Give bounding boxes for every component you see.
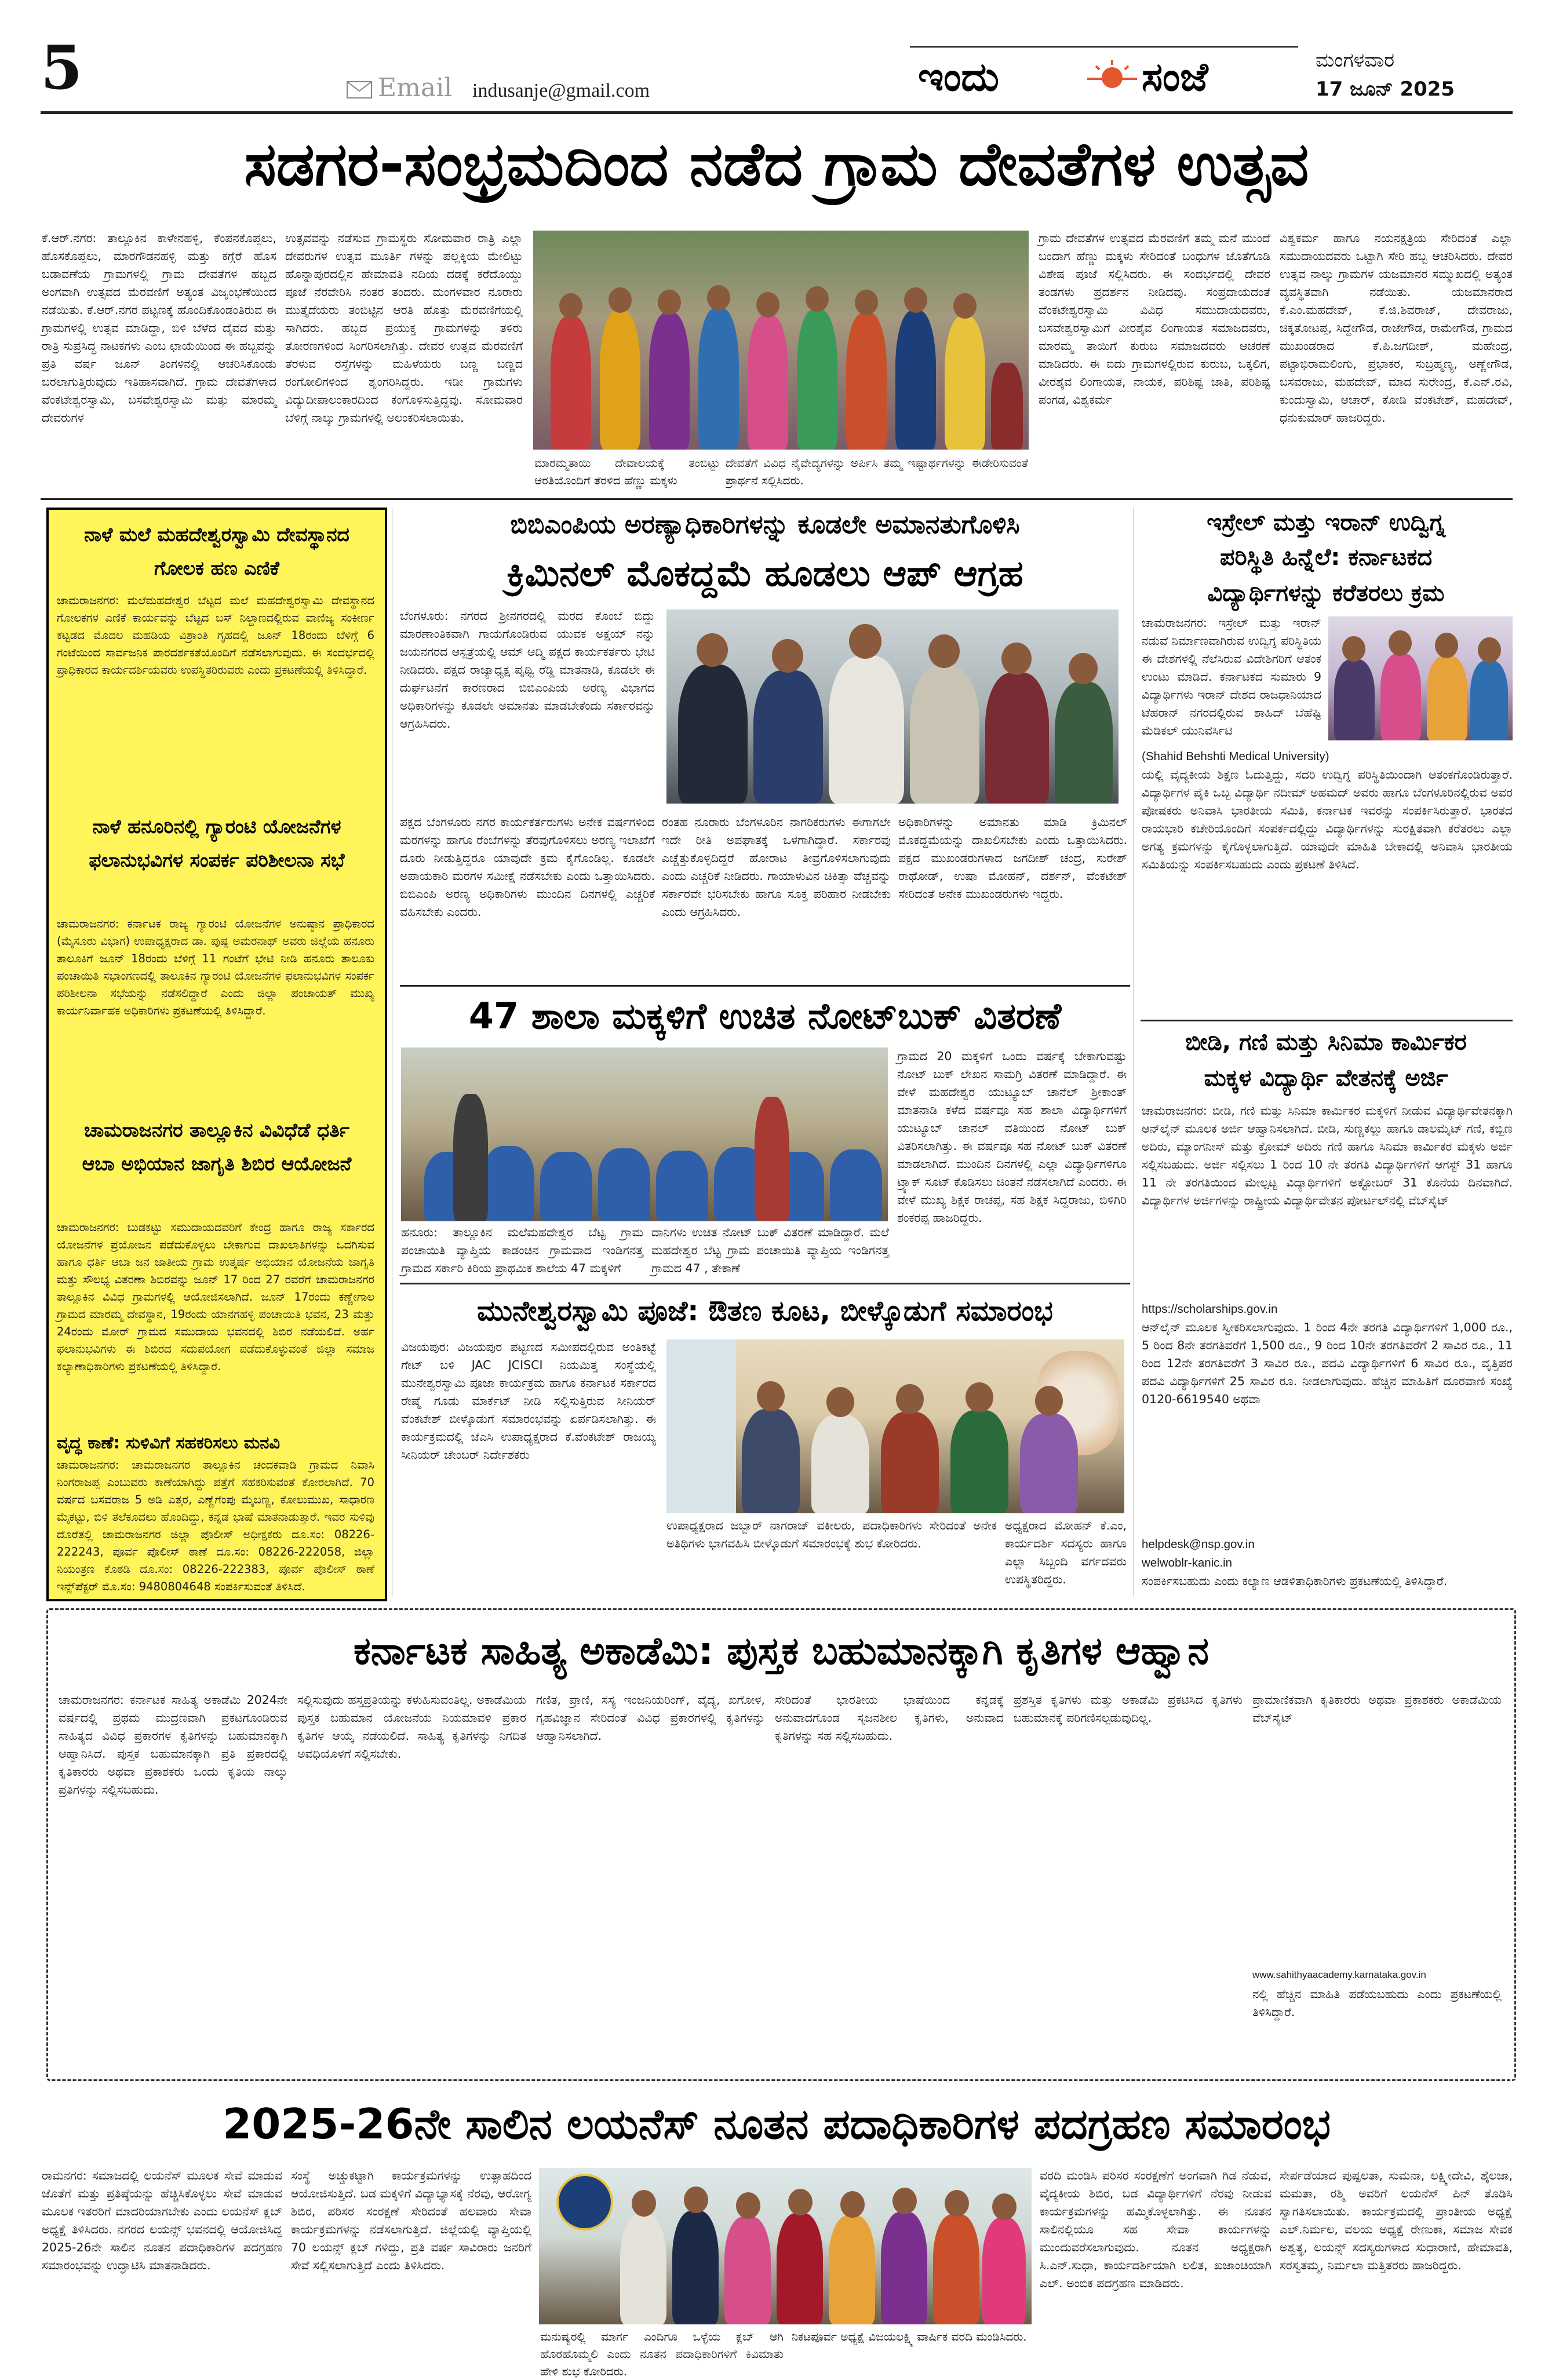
yellow-news-box — [46, 508, 387, 1601]
yellow-s3-title: ಚಾಮರಾಜನಗರ ತಾಲ್ಲೂಕಿನ ವಿವಿಧೆಡೆ ಧರ್ತಿ ಆಬಾ ಅಭಿಯಾನ ಜಾಗೃತಿ ಶಿಬಿರ ಆಯೋಜನೆ — [82, 1119, 352, 1175]
lead-col-1: ಕೆ.ಆರ್.ನಗರ: ತಾಲ್ಲೂಕಿನ ಕಾಳೇನಹಳ್ಳಿ, ಕೆಂಪನಕೊಪ್ಪಲು, ಹೊಸಕೊಪ್ಪಲು, ಮಾರಗೌಡನಹಳ್ಳಿ ಮತ್ತು ಕಗ್ಗೆರೆ ಹೊಸ ಬಡಾವಣೆಯ ಗ್ರಾಮಗಳಲ್ಲಿ ಗ್ರಾಮ ದೇವತೆಗಳ ಹಬ್ಬದ ಅಂಗವಾಗಿ ಉತ್ಸವದ ಮೆರವಣಿಗೆ ಅತ್ಯಂತ ವಿಜೃಂಭಣೆಯಿಂದ ನಡೆಯಿತು. ಕೆ.ಆರ್.ನಗರ ಪಟ್ಟಣಕ್ಕೆ ಹೊಂದಿಕೊಂಡಂತಿರುವ ಈ ಗ್ರಾಮಗಳಲ್ಲಿ ಉತ್ಸವ ಮಾಡಿದ್ದಾ, ಬಿಳಿ ಬೆಳೆದ ದೈವದ ಮತ್ತು ರಾತ್ರಿ ಸುಪ್ರಸಿದ್ಧ ನಾಟಕಗಳು ಎಂಬ ಛಾಯೆಯಿಂದ ಈ ಹಬ್ಬವನ್ನು ಪ್ರತಿ ವರ್ಷ ಜೂನ್ ತಿಂಗಳಿನಲ್ಲಿ ಆಚರಿಸಿಕೊಂಡು ಬರಲಾಗುತ್ತಿರುವುದು ಇತಿಹಾಸವಾಗಿದೆ. ಗ್ರಾಮ ದೇವತೆಗಳಾದ ವೆಂಕಟೇಶ್ವರಸ್ವಾಮಿ, ಬಸವೇಶ್ವರಸ್ವಾಮಿ ಮತ್ತು ಮಾರಮ್ಮ ದೇವರುಗಳ — [42, 231, 276, 425]
logo-text-left: ಇಂದು — [918, 54, 999, 100]
lions-headline: 2025-26ನೇ ಸಾಲಿನ ಲಯನೆಸ್ ನೂತನ ಪದಾಧಿಕಾರಿಗಳ ಪದಗ್ರಹಣ ಸಮಾರಂಭ — [223, 2100, 1331, 2148]
email-label: Email — [378, 73, 453, 103]
muneshwara-headline: ಮುನೇಶ್ವರಸ್ವಾಮಿ ಪೂಜೆ: ಔತಣ ಕೂಟ, ಬೀಳ್ಕೊಡುಗೆ ಸಮಾರಂಭ — [477, 1295, 1053, 1327]
israel-headline-1: ಇಸ್ರೇಲ್ ಮತ್ತು ಇರಾನ್ ಉದ್ವಿಗ್ನ — [1207, 509, 1445, 536]
section-rule-israel — [1141, 1020, 1513, 1021]
aap-photo — [666, 609, 1119, 804]
notebook-bottom-left: ಹನೂರು: ತಾಲ್ಲೂಕಿನ ಮಲೆಮಹದೇಶ್ವರ ಬೆಟ್ಟ ಗ್ರಾಮ ಪಂಚಾಯಿತಿ ವ್ಯಾಪ್ತಿಯ ಕಾಡಂಚಿನ ಗ್ರಾಮವಾದ ಇಂಡಿಗನತ್ತ ಗ್ರಾಮದ ಸರ್ಕಾರಿ ಕಿರಿಯ ಪ್ರಾಥಮಿಕ ಶಾಲೆಯ 47 ಮಕ್ಕಳಿಗೆ — [401, 1225, 643, 1275]
scholarship-body-3: ಸಂಪರ್ಕಿಸಬಹುದು ಎಂದು ಕಲ್ಯಾಣ ಆಡಳಿತಾಧಿಕಾರಿಗಳು ಪ್ರಕಟಣೆಯಲ್ಲಿ ತಿಳಿಸಿದ್ದಾರೆ. — [1142, 1574, 1448, 1588]
israel-headline-2: ಪರಿಸ್ಥಿತಿ ಹಿನ್ನೆಲೆ: ಕರ್ನಾಟಕದ — [1219, 544, 1433, 571]
lead-caption-continued: ದೇವತೆಗೆ ವಿವಿಧ ನೈವೇದ್ಯಗಳನ್ನು ಅರ್ಪಿಸಿ ತಮ್ಮ ಇಷ್ಟಾರ್ಥಗಳನ್ನು ಈಡೇರಿಸುವಂತೆ ಪ್ರಾರ್ಥನೆ ಸಲ್ಲಿಸಿದರು. — [726, 456, 1028, 487]
lions-photo-caption: ಮನುಷ್ಯರಲ್ಲಿ ಮಾರ್ಗ ಎಂದಿಗೂ ಒಳ್ಳೆಯ ಕ್ಲಬ್ ಆಗಿ ಹೊರಹೊಮ್ಮಲಿ ಎಂದು ನೂತನ ಪದಾಧಿಕಾರಿಗಳಿಗೆ ಕಿವಿಮಾತು ಹೇಳಿ ಶುಭ ಕೋರಿದರು. — [540, 2330, 784, 2378]
israel-body-1: ಚಾಮರಾಜನಗರ: ಇಸ್ರೇಲ್ ಮತ್ತು ಇರಾನ್ ನಡುವೆ ನಿರ್ಮಾಣವಾಗಿರುವ ಉದ್ವಿಗ್ನ ಪರಿಸ್ಥಿತಿಯ ಈ ದೇಶಗಳಲ್ಲಿ ನೆಲೆಸಿರುವ ವಿದೇಶಿಗರಿಗೆ ಆತಂಕ ಉಂಟು ಮಾಡಿದೆ. ಕರ್ನಾಟಕದ ಸುಮಾರು 9 ವಿದ್ಯಾರ್ಥಿಗಳು ಇರಾನ್ ದೇಶದ ರಾಜಧಾನಿಯಾದ ಟೆಹರಾನ್ ನಗರದಲ್ಲಿರುವ ಶಾಹಿದ್ ಬೆಹೆಷ್ಟಿ ಮೆಡಿಕಲ್ ಯುನಿವರ್ಸಿಟಿ — [1142, 616, 1321, 738]
israel-body-2: ಯಲ್ಲಿ ವೈದ್ಯಕೀಯ ಶಿಕ್ಷಣ ಓದುತ್ತಿದ್ದು, ಸದರಿ ಉದ್ವಿಗ್ನ ಪರಿಸ್ಥಿತಿಯಿಂದಾಗಿ ಆತಂಕಗೊಂಡಿರುತ್ತಾರೆ. ವಿದ್ಯಾರ್ಥಿಗಳ ಪೈಕಿ ಒಬ್ಬ ವಿದ್ಯಾರ್ಥಿ ನದೀಮ್ ಅಹಮದ್ ಅವರು ಹಾಗೂ ಬೆಂಗಳೂರಿನಲ್ಲಿರುವ ಅವರ ಪೋಷಕರು ಅನಿವಾಸಿ ಭಾರತೀಯ ಸಮಿತಿ, ಕರ್ನಾಟಕ ಇವರನ್ನು ಸಂಪರ್ಕಿಸಿರುತ್ತಾರೆ. ಭಾರತದ ರಾಯಭಾರಿ ಕಚೇರಿಯೊಂದಿಗೆ ಸಂಪರ್ಕದಲ್ಲಿದ್ದು ವಿದ್ಯಾರ್ಥಿಗಳನ್ನು ಸುರಕ್ಷಿತವಾಗಿ ಕರೆತರಲು ಎಲ್ಲಾ ಅಗತ್ಯ ಕ್ರಮಗಳನ್ನು ಕೈಗೊಳ್ಳಲಾಗುತ್ತಿದೆ. ಯಾವುದೇ ಮಾಹಿತಿ ಬೇಕಾದಲ್ಲಿ ಅನಿವಾಸಿ ಭಾರತೀಯ ಸಮಿತಿಯನ್ನು ಸಂಪರ್ಕಿಸಬಹುದು ಎಂದು ಪ್ರಕಟಣೆ ತಿಳಿಸಿದೆ. — [1142, 768, 1513, 871]
yellow-s2-title: ನಾಳೆ ಹನೂರಿನಲ್ಲಿ ಗ್ಯಾರಂಟಿ ಯೋಜನೆಗಳ ಫಲಾನುಭವಿಗಳ ಸಂಪರ್ಕ ಪರಿಶೀಲನಾ ಸಭೆ — [89, 815, 345, 871]
akademi-col-5: ಪ್ರಶಸ್ತಿತ ಕೃತಿಗಳು ಮತ್ತು ಅಕಾಡೆಮಿ ಪ್ರಕಟಿಸಿದ ಕೃತಿಗಳು ಬಹುಮಾನಕ್ಕೆ ಪರಿಗಣಿಸಲ್ಪಡುವುದಿಲ್ಲ. — [1014, 1693, 1243, 1725]
israel-university: (Shahid Behshti Medical University) — [1142, 750, 1329, 763]
aap-headline-2: ಕ್ರಿಮಿನಲ್ ಮೊಕದ್ದಮೆ ಹೂಡಲು ಆಪ್ ಆಗ್ರಹ — [507, 552, 1023, 594]
akademi-col-3: ಗಣಿತ, ಪ್ರಾಣಿ, ಸಸ್ಯ ಇಂಜನಿಯರಿಂಗ್, ವೈದ್ಯ, ಖಗೋಳ, ಗೃಹವಿಜ್ಞಾನ ಸೇರಿದಂತೆ ವಿವಿಧ ಪ್ರಕಾರಗಳಲ್ಲಿ ಕೃತಿಗಳನ್ನು ಆಹ್ವಾನಿಸಲಾಗಿದೆ. — [536, 1693, 765, 1743]
lead-col-4: ಗ್ರಾಮ ದೇವತೆಗಳ ಉತ್ಸವದ ಮೆರವಣಿಗೆ ತಮ್ಮ ಮನೆ ಮುಂದೆ ಬಂದಾಗ ಹೆಣ್ಣು ಮಕ್ಕಳು ಸೇರಿದಂತೆ ಬಂಧುಗಳ ಜೊತೆಗೂಡಿ ವಿಶೇಷ ಪೂಜೆ ಸಲ್ಲಿಸಿದರು. ಈ ಸಂದರ್ಭದಲ್ಲಿ ದೇವರ ತಂಡಗಳು ಪ್ರದರ್ಶನ ನೀಡಿದವು. ಸಂಪ್ರದಾಯದಂತೆ ವೆಂಕಟೇಶ್ವರಸ್ವಾಮಿ ವಿವಿಧ ಸಮುದಾಯದವರು, ಬಸವೇಶ್ವರಸ್ವಾಮಿಗೆ ವೀರಶೈವ ಲಿಂಗಾಯತ ಸಮಾಜದವರು, ಮಾರಮ್ಮ ತಾಯಿಗೆ ಕುರುಬ ಸಮಾಜದವರು ಆಚರಣೆ ಮಾಡಿದರು. ಈ ಐದು ಗ್ರಾಮಗಳಲ್ಲಿರುವ ಕುರುಬ, ಒಕ್ಕಲಿಗ, ವೀರಶೈವ ಲಿಂಗಾಯತ, ನಾಯಕ, ಪರಿಶಿಷ್ಟ ಜಾತಿ, ಪರಿಶಿಷ್ಟ ಪಂಗಡ, ವಿಶ್ವಕರ್ಮ — [1039, 231, 1270, 407]
lions-col-5: ಸೇರ್ಪಡೆಯಾದ ಪುಷ್ಪಲತಾ, ಸುಮನಾ, ಲಕ್ಷ್ಮೀದೇವಿ, ಶೈಲಜಾ, ಮಮತಾ, ರಶ್ಮಿ ಅವರಿಗೆ ಲಯನೆಸ್ ಪಿನ್ ತೊಡಿಸಿ ಸ್ವಾಗತಿಸಲಾಯಿತು. ಕಾರ್ಯಕ್ರಮದಲ್ಲಿ ಪ್ರಾಂತೀಯ ಅಧ್ಯಕ್ಷೆ ಎಲ್.ನಿರ್ಮಲ, ವಲಯ ಅಧ್ಯಕ್ಷೆ ರೇಣುಕಾ, ಸಮಾಜ ಸೇವಕ ಅಶ್ವತ್ಥ, ಲಯನ್ಸ್ ಸದಸ್ಯರುಗಳಾದ ಸುಧಾರಾಣಿ, ಹೇಮಾವತಿ, ಸರಸ್ವತಮ್ಮ, ನಿರ್ಮಲಾ ಮತ್ತಿತರರು ಹಾಜರಿದ್ದರು. — [1280, 2169, 1513, 2272]
yellow-s2-body: ಚಾಮರಾಜನಗರ: ಕರ್ನಾಟಕ ರಾಜ್ಯ ಗ್ಯಾರಂಟಿ ಯೋಜನೆಗಳ ಅನುಷ್ಠಾನ ಪ್ರಾಧಿಕಾರದ (ಮೈಸೂರು ವಿಭಾಗ) ಉಪಾಧ್ಯಕ್ಷರಾದ ಡಾ. ಪುಷ್ಪ ಅಮರನಾಥ್ ಅವರು ಜಿಲ್ಲೆಯ ಹನೂರು ತಾಲೂಕಿಗೆ ಜೂನ್ 18ರಂದು ಬೆಳಿಗ್ಗೆ 11 ಗಂಟೆಗೆ ಭೇಟಿ ನೀಡಿ ಹನೂರು ತಾಲೂಕು ಪಂಚಾಯಿತಿ ಸಭಾಂಗಣದಲ್ಲಿ ತಾಲೂಕಿನ ಗ್ಯಾರಂಟಿ ಯೋಜನೆಗಳ ಫಲಾನುಭವಿಗಳ ಸಂಪರ್ಕ ಪರಿಶೀಲನಾ ಸಭೆಯನ್ನು ನಡೆಸಲಿದ್ದಾರೆ ಎಂದು ಜಿಲ್ಲಾ ಪಂಚಾಯತ್ ಮುಖ್ಯ ಕಾರ್ಯನಿರ್ವಾಹಕ ಅಧಿಕಾರಿಗಳು ಪ್ರಕಟಣೆಯಲ್ಲಿ ತಿಳಿಸಿದ್ದಾರೆ. — [57, 917, 374, 1017]
lions-col-1: ರಾಮನಗರ: ಸಮಾಜದಲ್ಲಿ ಲಯನೆಸ್ ಮೂಲಕ ಸೇವೆ ಮಾಡುವ ಜೊತೆಗೆ ಮತ್ತು ಪ್ರತಿಷ್ಠೆಯನ್ನು ಹೆಚ್ಚಿಸಿಕೊಳ್ಳಲು ಸೇವೆ ಮಾಡುವ ಮೂಲಕ ಇತರರಿಗೆ ಮಾದರಿಯಾಗಬೇಕು ಎಂದು ಲಯನೆಸ್ ಕ್ಲಬ್ ಅಧ್ಯಕ್ಷೆ ತಿಳಿಸಿದರು. ನಗರದ ಲಯನ್ಸ್ ಭವನದಲ್ಲಿ ಆಯೋಜಿಸಿದ್ದ 2025-26ನೇ ಸಾಲಿನ ನೂತನ ಪದಾಧಿಕಾರಿಗಳ ಪದಗ್ರಹಣ ಸಮಾರಂಭವನ್ನು ಉದ್ಘಾಟಿಸಿ ಮಾತನಾಡಿದರು. — [42, 2169, 282, 2272]
lead-photo-caption: ಮಾರಮ್ಮತಾಯಿ ದೇವಾಲಯಕ್ಕೆ ತಂಬಿಟ್ಟು ಆರತಿಯೊಂದಿಗೆ ತೆರಳಿದ ಹೆಣ್ಣು ಮಕ್ಕಳು — [534, 456, 720, 487]
lions-col-2: ಸಂಸ್ಥೆ ಅಚ್ಚುಕಟ್ಟಾಗಿ ಕಾರ್ಯಕ್ರಮಗಳನ್ನು ಉತ್ಸಾಹದಿಂದ ಆಯೋಜಿಸುತ್ತಿದೆ. ಬಡ ಮಕ್ಕಳಿಗೆ ವಿದ್ಯಾಭ್ಯಾಸಕ್ಕೆ ನೆರವು, ಆರೋಗ್ಯ ಶಿಬಿರ, ಪರಿಸರ ಸಂರಕ್ಷಣೆ ಸೇರಿದಂತೆ ಹಲವಾರು ಸೇವಾ ಕಾರ್ಯಕ್ರಮಗಳನ್ನು ನಡೆಸಲಾಗುತ್ತಿದೆ. ಜಿಲ್ಲೆಯಲ್ಲಿ ವ್ಯಾಪ್ತಿಯಲ್ಲಿ 70 ಲಯನ್ಸ್ ಕ್ಲಬ್ ಗಳಿದ್ದು, ಪ್ರತಿ ವರ್ಷ ಸಾವಿರಾರು ಜನರಿಗೆ ಸೇವೆ ಸಲ್ಲಿಸಲಾಗುತ್ತಿದೆ ಎಂದು ತಿಳಿಸಿದರು. — [291, 2169, 531, 2272]
aap-col-4: ಅಧಿಕಾರಿಗಳನ್ನು ಅಮಾನತು ಮಾಡಿ ಕ್ರಿಮಿನಲ್ ಮೊಕದ್ದಮೆಯನ್ನು ದಾಖಲಿಸಬೇಕು ಎಂದು ಒತ್ತಾಯಿಸಿದರು. ಪಕ್ಷದ ಮುಖಂಡರುಗಳಾದ ಜಗದೀಶ್ ಚಂದ್ರ, ಸುರೇಶ್ ರಾಥೋಡ್, ಉಷಾ ಮೋಹನ್, ದರ್ಶನ್, ವೆಂಕಟೇಶ್ ಸೇರಿದಂತೆ ಅನೇಕ ಮುಖಂಡರುಗಳು ಇದ್ದರು. — [898, 815, 1127, 901]
scholarship-body: ಚಾಮರಾಜನಗರ: ಬೀಡಿ, ಗಣಿ ಮತ್ತು ಸಿನಿಮಾ ಕಾರ್ಮಿಕರ ಮಕ್ಕಳಿಗೆ ನೀಡುವ ವಿದ್ಯಾರ್ಥಿವೇತನಕ್ಕಾಗಿ ಆನ್‌ಲೈನ್ ಮೂಲಕ ಅರ್ಜಿ ಆಹ್ವಾನಿಸಲಾಗಿದೆ. ಬೀಡಿ, ಸುಣ್ಣಕಲ್ಲು ಹಾಗೂ ಡಾಲಮೈಟ್ ಗಣಿ, ಕಬ್ಬಿಣ ಅದಿರು, ಮ್ಯಾಂಗನೀಸ್ ಮತ್ತು ಕ್ರೋಮ್ ಅದಿರು ಗಣಿ ಹಾಗೂ ಸಿನಿಮಾ ಕಾರ್ಮಿಕರ ಮಕ್ಕಳು ಅರ್ಜಿ ಸಲ್ಲಿಸಬಹುದು. ಅರ್ಜಿ ಸಲ್ಲಿಸಲು 1 ರಿಂದ 10 ನೇ ತರಗತಿ ವಿದ್ಯಾರ್ಥಿಗಳಿಗೆ ಆಗಸ್ಟ್ 31 ಹಾಗೂ 11 ನೇ ತರಗತಿಯಿಂದ ಮೇಲ್ಪಟ್ಟ ವಿದ್ಯಾರ್ಥಿಗಳಿಗೆ ಅಕ್ಟೋಬರ್ 31 ಕೊನೆಯ ದಿನವಾಗಿದೆ. ವಿದ್ಯಾರ್ಥಿಗಳ ಅರ್ಜಿಗಳನ್ನು ರಾಷ್ಟ್ರೀಯ ವಿದ್ಯಾರ್ಥಿವೇತನ ಪೋರ್ಟಲ್‌ನಲ್ಲಿ ವೆಬ್‌ಸೈಟ್ — [1142, 1104, 1513, 1207]
section-rule-1 — [41, 498, 1513, 500]
lead-photo-procession — [533, 231, 1029, 450]
lions-photo — [539, 2168, 1032, 2324]
scholarship-headline-1: ಬೀಡಿ, ಗಣಿ ಮತ್ತು ಸಿನಿಮಾ ಕಾರ್ಮಿಕರ — [1185, 1029, 1467, 1056]
notebook-photo — [401, 1047, 888, 1221]
israel-headline-3: ವಿದ್ಯಾರ್ಥಿಗಳನ್ನು ಕರೆತರಲು ಕ್ರಮ — [1207, 580, 1445, 607]
akademi-headline: ಕರ್ನಾಟಕ ಸಾಹಿತ್ಯ ಅಕಾಡೆಮಿ: ಪುಸ್ತಕ ಬಹುಮಾನಕ್ಕಾಗಿ ಕೃತಿಗಳ ಆಹ್ವಾನ — [354, 1629, 1209, 1673]
scholarship-email-1[interactable]: helpdesk@nsp.gov.in — [1142, 1538, 1255, 1551]
aap-col-2: ಪಕ್ಷದ ಬೆಂಗಳೂರು ನಗರ ಕಾರ್ಯಕರ್ತರುಗಳು ಅನೇಕ ವರ್ಷಗಳಿಂದ ಮರಗಳನ್ನು ಹಾಗೂ ರೆಂಬೆಗಳನ್ನು ತೆರವುಗೊಳಿಸಲು ಅರಣ್ಯ ಇಲಾಖೆಗೆ ದೂರು ನೀಡುತ್ತಿದ್ದರೂ ಯಾವುದೇ ಕ್ರಮ ಕೈಗೊಂಡಿಲ್ಲ. ಕೂಡಲೇ ಅಪಾಯಕಾರಿ ಮರಗಳ ಸಮೀಕ್ಷೆ ನಡೆಸಬೇಕು ಎಂದು ಒತ್ತಾಯಿಸಿದರು. ಬಿಬಿಎಂಪಿ ಅರಣ್ಯ ಅಧಿಕಾರಿಗಳು ಮುಂದಿನ ದಿನಗಳಲ್ಲಿ ಎಚ್ಚರಿಕೆ ವಹಿಸಬೇಕು ಎಂದರು. — [400, 815, 655, 919]
lead-headline: ಸಡಗರ-ಸಂಭ್ರಮದಿಂದ ನಡೆದ ಗ್ರಾಮ ದೇವತೆಗಳ ಉತ್ಸವ — [244, 129, 1309, 199]
yellow-s4-body: ಚಾಮರಾಜನಗರ: ಚಾಮರಾಜನಗರ ತಾಲ್ಲೂಕಿನ ಚಂದಕವಾಡಿ ಗ್ರಾಮದ ನಿವಾಸಿ ನಿಂಗರಾಜಪ್ಪ ಎಂಬುವರು ಕಾಣೆಯಾಗಿದ್ದು ಪತ್ತೆಗೆ ಸಹಕರಿಸುವಂತೆ ಕೋರಲಾಗಿದೆ. 70 ವರ್ಷದ ಬಸವರಾಜ 5 ಅಡಿ ಎತ್ತರ, ಎಣ್ಣೆಗೆಂಪು ಮೈಬಣ್ಣ, ಕೋಲುಮುಖ, ಸಾಧಾರಣ ಮೈಕಟ್ಟು, ಬಿಳಿ ತಲೆಕೂದಲು ಹೊಂದಿದ್ದು, ಕನ್ನಡ ಭಾಷೆ ಮಾತನಾಡುತ್ತಾರೆ. ಇವರ ಸುಳಿವು ದೊರೆತಲ್ಲಿ ಚಾಮರಾಜನಗರ ಜಿಲ್ಲಾ ಪೊಲೀಸ್ ಅಧೀಕ್ಷಕರು ದೂ.ಸಂ: 08226-222243, ಪೂರ್ವ ಪೊಲೀಸ್ ಠಾಣೆ ದೂ.ಸಂ: 08226-222058, ಜಿಲ್ಲಾ ನಿಯಂತ್ರಣ ಕೊಠಡಿ ದೂ.ಸಂ: 08226-222383, ಪೂರ್ವ ಪೊಲೀಸ್ ಠಾಣೆ ಇನ್ಸ್‌ಪೆಕ್ಟರ್ ಮೊ.ಸಂ: 9480804648 ಸಂಪರ್ಕಿಸುವಂತೆ ತಿಳಿಸಿದೆ. — [57, 1458, 374, 1593]
muneshwara-bottom-2: ಅಧ್ಯಕ್ಷರಾದ ಮೋಹನ್ ಕೆ.ಎಂ, ಕಾರ್ಯದರ್ಶಿ ಸದಸ್ಯರು ಹಾಗೂ ಎಲ್ಲಾ ಸಿಬ್ಬಂದಿ ವರ್ಗದವರು ಉಪಸ್ಥಿತರಿದ್ದರು. — [1005, 1518, 1127, 1586]
notebook-bottom-right: ದಾನಿಗಳು ಉಚಿತ ನೋಟ್ ಬುಕ್ ವಿತರಣೆ ಮಾಡಿದ್ದಾರೆ. ಮಲೆ ಮಹದೇಶ್ವರ ಬೆಟ್ಟ ಗ್ರಾಮ ಪಂಚಾಯಿತಿ ವ್ಯಾಪ್ತಿಯ ಇಂಡಿಗನತ್ತ ಗ್ರಾಮದ 47 , ತೇಕಾಣೆ — [651, 1225, 889, 1275]
muneshwara-col-1: ವಿಜಯಪುರ: ವಿಜಯಪುರ ಪಟ್ಟಣದ ಸಮೀಪದಲ್ಲಿರುವ ಅಂತಿಕಟ್ಟೆ ಗೇಟ್ ಬಳಿ JAC JCISCI ನಿಯಮಿತ್ತ ಸಂಸ್ಥೆಯಲ್ಲಿ ಮುನೇಶ್ವರಸ್ವಾಮಿ ಪೂಜಾ ಕಾರ್ಯಕ್ರಮ ಹಾಗೂ ಕರ್ನಾಟಕ ಸರ್ಕಾರದ ರೇಷ್ಮೆ ಗೂಡು ಮಾರ್ಕೆಟ್ ನೀಡಿ ಸಲ್ಲಿಸುತ್ತಿರುವ ಸೀನಿಯರ್ ವೆಂಕಟೇಶ್ ಬೀಳ್ಕೊಡುಗೆ ಸಮಾರಂಭವನ್ನು ಏರ್ಪಡಿಸಲಾಗಿತ್ತು. ಈ ಕಾರ್ಯಕ್ರಮದಲ್ಲಿ ಜೆಎಸಿ ಉಪಾಧ್ಯಕ್ಷರಾದ ಕೆ.ವೆಂಕಟೇಶ್ ರಾಜಯ್ಯ ಸೀನಿಯರ್ ಚೇಂಬರ್ ನಿರ್ದೇಶಕರು — [401, 1340, 656, 1462]
yellow-s1-title: ನಾಳೆ ಮಲೆ ಮಹದೇಶ್ವರಸ್ವಾಮಿ ದೇವಸ್ಥಾನದ ಗೋಲಕ ಹಣ ಎಣಿಕೆ — [84, 523, 349, 579]
email-address[interactable]: indusanje@gmail.com — [472, 80, 650, 101]
akademi-website[interactable]: www.sahithyaacademy.karnataka.gov.in — [1252, 1969, 1426, 1980]
aap-col-1: ಬೆಂಗಳೂರು: ನಗರದ ಶ್ರೀನಗರದಲ್ಲಿ ಮರದ ಕೊಂಬೆ ಬಿದ್ದು ಮಾರಣಾಂತಿಕವಾಗಿ ಗಾಯಗೊಂಡಿರುವ ಯುವಕ ಅಕ್ಷಯ್ ನನ್ನು ಜಯನಗರದ ಆಸ್ಪತ್ರೆಯಲ್ಲಿ ಆಮ್ ಆದ್ಮಿ ಪಕ್ಷದ ಕಾರ್ಯಕರ್ತರು ಭೇಟಿ ನೀಡಿದರು. ಪಕ್ಷದ ರಾಜ್ಯಾಧ್ಯಕ್ಷ ಪೃಥ್ವಿ ರೆಡ್ಡಿ ಮಾತನಾಡಿ, ಕೂಡಲೇ ಈ ದುರ್ಘಟನೆಗೆ ಕಾರಣರಾದ ಬಿಬಿಎಂಪಿಯ ಅರಣ್ಯ ವಿಭಾಗದ ಅಧಿಕಾರಿಗಳನ್ನು ಕೂಡಲೇ ಅಮಾನತು ಮಾಡಬೇಕೆಂದು ಸರ್ಕಾರವನ್ನು ಆಗ್ರಹಿಸಿದರು. — [400, 609, 655, 731]
aap-col-3: ರಂತಹ ನೂರಾರು ಬೆಂಗಳೂರಿನ ನಾಗರಿಕರುಗಳು ಈಗಾಗಲೇ ಇದೇ ರೀತಿ ಅಪಘಾತಕ್ಕೆ ಒಳಗಾಗಿದ್ದಾರೆ. ಸರ್ಕಾರವು ಎಚ್ಚೆತ್ತುಕೊಳ್ಳದಿದ್ದರೆ ಹೋರಾಟ ತೀವ್ರಗೊಳಿಸಲಾಗುವುದು ಎಂದು ಎಚ್ಚರಿಕೆ ನೀಡಿದರು. ಗಾಯಾಳುವಿನ ಚಿಕಿತ್ಸಾ ವೆಚ್ಚವನ್ನು ಸರ್ಕಾರವೇ ಭರಿಸಬೇಕು ಹಾಗೂ ಸೂಕ್ತ ಪರಿಹಾರ ನೀಡಬೇಕು ಎಂದು ಆಗ್ರಹಿಸಿದರು. — [662, 815, 891, 919]
scholarship-headline-2: ಮಕ್ಕಳ ವಿದ್ಯಾರ್ಥಿ ವೇತನಕ್ಕೆ ಅರ್ಜಿ — [1204, 1065, 1448, 1092]
notebook-right-col: ಗ್ರಾಮದ 20 ಮಕ್ಕಳಿಗೆ ಒಂದು ವರ್ಷಕ್ಕೆ ಬೇಕಾಗುವಷ್ಟು ನೋಟ್ ಬುಕ್ ಲೇಖನ ಸಾಮಗ್ರಿ ವಿತರಣೆ ಮಾಡಿದ್ದಾರೆ. ಈ ವೇಳೆ ಮಹದೇಶ್ವರ ಯುಟ್ಯೂಬ್ ಚಾನೆಲ್ ಶ್ರೀಕಾಂತ್ ಮಾತನಾಡಿ ಕಳೆದ ವರ್ಷವೂ ಸಹ ಶಾಲಾ ವಿದ್ಯಾರ್ಥಿಗಳಿಗೆ ಯುಟ್ಯೂಬ್ ಚಾನಲ್ ವತಿಯಿಂದ ನೋಟ್ ಬುಕ್ ವಿತರಿಸಲಾಗಿತ್ತು. ಈ ವರ್ಷವೂ ಸಹ ನೋಟ್ ಬುಕ್ ವಿತರಣೆ ಮಾಡಲಾಗಿದೆ. ಮುಂದಿನ ದಿನಗಳಲ್ಲಿ ಎಲ್ಲಾ ವಿದ್ಯಾರ್ಥಿಗಳಿಗೂ ಟ್ರ್ಯಾಕ್ ಸೂಟ್ ಕೊಡಿಸಲು ಚಿಂತನೆ ನಡೆಸಲಾಗಿದೆ ಎಂದರು. ಈ ವೇಳೆ ಮುಖ್ಯ ಶಿಕ್ಷಕ ರಾಚಪ್ಪ, ಸಹ ಶಿಕ್ಷಕ ಸಿದ್ದರಾಜು, ಬಿಳಿಗಿರಿ ಶಂಕರಪ್ಪ ಹಾಜರಿದ್ದರು. — [897, 1049, 1127, 1225]
notebook-headline: 47 ಶಾಲಾ ಮಕ್ಕಳಿಗೆ ಉಚಿತ ನೋಟ್‌ಬುಕ್ ವಿತರಣೆ — [468, 995, 1062, 1037]
lions-photo-caption-2: ನಿಕಟಪೂರ್ವ ಅಧ್ಯಕ್ಷೆ ವಿಜಯಲಕ್ಷ್ಮಿ ವಾರ್ಷಿಕ ವರದಿ ಮಂಡಿಸಿದರು. — [792, 2330, 1027, 2344]
masthead-logo — [910, 46, 1298, 112]
akademi-col-4: ಸೇರಿದಂತೆ ಭಾರತೀಯ ಭಾಷೆಯಿಂದ ಕನ್ನಡಕ್ಕೆ ಅನುವಾದಗೊಂಡ ಸೃಜನಶೀಲ ಕೃತಿಗಳು, ಅನುವಾದ ಕೃತಿಗಳನ್ನು ಸಹ ಸಲ್ಲಿಸಬಹುದು. — [775, 1693, 1004, 1743]
section-rule-notebook — [400, 1283, 1130, 1284]
israel-photo — [1328, 616, 1513, 740]
lead-col-2: ಉತ್ಸವವನ್ನು ನಡೆಸುವ ಗ್ರಾಮಸ್ಥರು ಸೋಮವಾರ ರಾತ್ರಿ ಎಲ್ಲಾ ದೇವರುಗಳ ಉತ್ಸವ ಮೂರ್ತಿ ಗಳನ್ನು ಪಲ್ಲಕ್ಕಿಯ ಮೇಲಿಟ್ಟು ಹೊನ್ನಾಪುರದಲ್ಲಿನ ಹೇಮಾವತಿ ನದಿಯ ದಡಕ್ಕೆ ಕರೆದೊಯ್ದು ಪೂಜೆ ನೆರವೇರಿಸಿ ನಂತರ ತಂದರು. ಮಂಗಳವಾರ ನೂರಾರು ಮುತ್ತೈದೆಯರು ತಂಬಿಟ್ಟಿನ ಆರತಿ ಹೊತ್ತು ಮೆರವಣಿಗೆಯಲ್ಲಿ ಸಾಗಿದರು. ಹಬ್ಬದ ಪ್ರಯುಕ್ತ ಗ್ರಾಮಗಳನ್ನು ತಳಿರು ತೋರಣಗಳಿಂದ ಸಿಂಗರಿಸಲಾಗಿತ್ತು. ದೇವರ ಉತ್ಸವ ಮೆರವಣಿಗೆ ತೆರಳುವ ರಸ್ತೆಗಳನ್ನು ಮಹಿಳೆಯರು ಬಣ್ಣ ಬಣ್ಣದ ರಂಗೋಲಿಗಳಿಂದ ಶೃಂಗರಿಸಿದ್ದರು. ಇಡೀ ಗ್ರಾಮಗಳು ವಿದ್ಯುದೀಪಾಲಂಕಾರದಿಂದ ಕಂಗೊಳಿಸುತ್ತಿದ್ದವು. ಸೋಮವಾರ ಬೆಳಿಗ್ಗೆ ನಾಲ್ಕು ಗ್ರಾಮಗಳಲ್ಲಿ ಅಲಂಕರಿಸಲಾಯಿತು. — [285, 231, 523, 425]
yellow-s4-title: ವೃದ್ಧ ಕಾಣೆ: ಸುಳಿವಿಗೆ ಸಹಕರಿಸಲು ಮನವಿ — [57, 1433, 280, 1452]
scholarship-body-2: ಆನ್‌ಲೈನ್ ಮೂಲಕ ಸ್ವೀಕರಿಸಲಾಗುವುದು. 1 ರಿಂದ 4ನೇ ತರಗತಿ ವಿದ್ಯಾರ್ಥಿಗಳಿಗೆ 1,000 ರೂ., 5 ರಿಂದ 8ನೇ ತರಗತಿವರೆಗೆ 1,500 ರೂ., 9 ರಿಂದ 10ನೇ ತರಗತಿವರೆಗೆ 2 ಸಾವಿರ ರೂ., 11 ರಿಂದ 12ನೇ ತರಗತಿವರೆಗೆ 3 ಸಾವಿರ ರೂ., ಪದವಿ ವಿದ್ಯಾರ್ಥಿಗಳಿಗೆ 6 ಸಾವಿರ ರೂ., ವೃತ್ತಿಪರ ಪದವಿ ವಿದ್ಯಾರ್ಥಿಗಳಿಗೆ 25 ಸಾವಿರ ರೂ. ನೀಡಲಾಗುವುದು. ಹೆಚ್ಚಿನ ಮಾಹಿತಿಗೆ ದೂರವಾಣಿ ಸಂಖ್ಯೆ 0120-6619540 ಅಥವಾ — [1142, 1320, 1513, 1406]
akademi-box — [46, 1608, 1516, 2081]
masthead-weekday: ಮಂಗಳವಾರ — [1316, 49, 1395, 72]
envelope-icon — [347, 81, 372, 98]
yellow-s1-body: ಚಾಮರಾಜನಗರ: ಮಲೆಮಹದೇಶ್ವರ ಬೆಟ್ಟದ ಮಲೆ ಮಹದೇಶ್ವರಸ್ವಾಮಿ ದೇವಸ್ಥಾನದ ಗೋಲಕಗಳ ಎಣಿಕೆ ಕಾರ್ಯವನ್ನು ಬೆಟ್ಟದ ಬಸ್ ನಿಲ್ದಾಣದಲ್ಲಿರುವ ವಾಣಿಜ್ಯ ಸಂಕೀರ್ಣ ಕಟ್ಟಡದ ಮೊದಲ ಮಹಡಿಯ ವಿಶ್ರಾಂತಿ ಗೃಹದಲ್ಲಿ ಜೂನ್ 18ರಂದು ಬೆಳಿಗ್ಗೆ 6 ಗಂಟೆಯಿಂದ ಸಾರ್ವಜನಿಕ ಪಾರದರ್ಶಕತೆಯೊಂದಿಗೆ ನಡೆಸಲಾಗುವುದು. ಈ ಸಂದರ್ಭದಲ್ಲಿ ಪ್ರಾಧಿಕಾರದ ಕಾರ್ಯದರ್ಶಿಯವರು ಉಪಸ್ಥಿತರಿರುವರು ಎಂದು ಪ್ರಕಟಣೆಯಲ್ಲಿ ತಿಳಿಸಿದ್ದಾರೆ. — [57, 594, 374, 677]
yellow-s3-body: ಚಾಮರಾಜನಗರ: ಬುಡಕಟ್ಟು ಸಮುದಾಯದವರಿಗೆ ಕೇಂದ್ರ ಹಾಗೂ ರಾಜ್ಯ ಸರ್ಕಾರದ ಯೋಜನೆಗಳ ಪ್ರಯೋಜನ ಪಡೆದುಕೊಳ್ಳಲು ಬೇಕಾಗುವ ದಾಖಲಾತಿಗಳನ್ನು ಒದಗಿಸುವ ಹಾಗೂ ಧರ್ತಿ ಆಬಾ ಜನ ಜಾತೀಯ ಗ್ರಾಮ ಉತ್ಕರ್ಷ ಅಭಿಯಾನ ಯೋಜನೆಯ ಜಾಗೃತಿ ಮತ್ತು ಸೌಲಭ್ಯ ವಿತರಣಾ ಶಿಬಿರವನ್ನು ಜೂನ್ 17 ರಿಂದ 27 ರವರೆಗೆ ಚಾಮರಾಜನಗರ ತಾಲ್ಲೂಕಿನ ವಿವಿಧ ಗ್ರಾಮಗಳಲ್ಲಿ ಆಯೋಜಿಸಲಾಗಿದೆ. ಜೂನ್ 17ರಂದು ಕಣ್ಣೇಗಾಲ ಗ್ರಾಮದ ಮಾರಮ್ಮ ದೇವಸ್ಥಾನ, 19ರಂದು ಯಾನಗಹಳ್ಳಿ ಪಂಚಾಯಿತಿ ಭವನ, 23 ಮತ್ತು 24ರಂದು ಮೋರ್ ಗ್ರಾಮದ ಸಮುದಾಯ ಭವನದಲ್ಲಿ ಶಿಬಿರ ನಡೆಯಲಿದೆ. ಅರ್ಹ ಫಲಾನುಭವಿಗಳು ಈ ಶಿಬಿರದ ಸದುಪಯೋಗ ಪಡೆದುಕೊಳ್ಳುವಂತೆ ಜಿಲ್ಲಾ ಸಮಾಜ ಕಲ್ಯಾಣಾಧಿಕಾರಿಗಳು ಪ್ರಕಟಣೆಯಲ್ಲಿ ತಿಳಿಸಿದ್ದಾರೆ. — [57, 1221, 374, 1373]
akademi-col-6b: ನಲ್ಲಿ ಹೆಚ್ಚಿನ ಮಾಹಿತಿ ಪಡೆಯಬಹುದು ಎಂದು ಪ್ರಕಟಣೆಯಲ್ಲಿ ತಿಳಿಸಿದ್ದಾರೆ. — [1252, 1987, 1502, 2019]
page-number: 5 — [41, 32, 83, 103]
lead-col-5: ವಿಶ್ವಕರ್ಮ ಹಾಗೂ ನಯನಕ್ಷತ್ರಿಯ ಸೇರಿದಂತೆ ಎಲ್ಲಾ ಸಮುದಾಯದವರು ಒಟ್ಟಾಗಿ ಸೇರಿ ಹಬ್ಬ ಆಚರಿಸಿದರು. ದೇವರ ಉತ್ಸವ ನಾಲ್ಕು ಗ್ರಾಮಗಳ ಯಜಮಾನರ ಸಮ್ಮುಖದಲ್ಲಿ ಅತ್ಯಂತ ವ್ಯವಸ್ಥಿತವಾಗಿ ನಡೆಯಿತು. ಯಜಮಾನರಾದ ಕೆ.ಎಂ.ಮಹದೇವ್, ಕೆ.ಜಿ.ಶಿವರಾಜ್, ದೇವರಾಜು, ಚಿಕ್ಕತೋಟಪ್ಪ, ಸಿದ್ದೇಗೌಡ, ರಾಜೇಗೌಡ, ರಾಮೇಗೌಡ, ಗ್ರಾಮದ ಮುಖಂಡರಾದ ಕೆ.ಪಿ.ಜಗದೀಶ್, ಮಹೇಂದ್ರ, ಪಟ್ಟಾಭಿರಾಮಲಿಂಗು, ಪ್ರಭಾಕರ, ಸುಬ್ರಹ್ಮಣ್ಯ, ಅಣ್ಣೇಗೌಡ, ಬಸವರಾಜು, ಮಹದೇವ್, ಮಾದ ಸುರೇಂದ್ರ, ಕೆ.ಎನ್.ರವಿ, ಕುಂದುಸ್ವಾಮಿ, ಆಚಾರ್, ಕೋಡಿ ವೆಂಕಟೇಶ್, ಮಹದೇವ್, ಧನುಕುಮಾರ್ ಹಾಜರಿದ್ದರು. — [1280, 231, 1513, 425]
akademi-col-1: ಚಾಮರಾಜನಗರ: ಕರ್ನಾಟಕ ಸಾಹಿತ್ಯ ಅಕಾಡೆಮಿ 2024ನೇ ವರ್ಷದಲ್ಲಿ ಪ್ರಥಮ ಮುದ್ರಣವಾಗಿ ಪ್ರಕಟಗೊಂಡಿರುವ ಸಾಹಿತ್ಯದ ವಿವಿಧ ಪ್ರಕಾರಗಳ ಕೃತಿಗಳನ್ನು ಬಹುಮಾನಕ್ಕಾಗಿ ಆಹ್ವಾನಿಸಿದೆ. ಪುಸ್ತಕ ಬಹುಮಾನಕ್ಕಾಗಿ ಪ್ರತಿ ಪ್ರಕಾರದಲ್ಲಿ ಕೃತಿಕಾರರು ಅಥವಾ ಪ್ರಕಾಶಕರು ಒಂದು ಕೃತಿಯ ನಾಲ್ಕು ಪ್ರತಿಗಳನ್ನು ಸಲ್ಲಿಸಬಹುದು. — [59, 1693, 287, 1797]
scholarship-email-2[interactable]: welwoblr-kanic.in — [1142, 1556, 1233, 1569]
masthead — [0, 0, 1552, 110]
akademi-col-6: ಪ್ರಾಮಾಣಿಕವಾಗಿ ಕೃತಿಕಾರರು ಅಥವಾ ಪ್ರಕಾಶಕರು ಅಕಾಡೆಮಿಯ ವೆಬ್‌ಸೈಟ್ — [1252, 1693, 1502, 1725]
aap-headline-1: ಬಿಬಿಎಂಪಿಯ ಅರಣ್ಯಾಧಿಕಾರಿಗಳನ್ನು ಕೂಡಲೇ ಅಮಾನತುಗೊಳಿಸಿ — [510, 510, 1020, 539]
section-rule-aap — [400, 985, 1130, 987]
sun-icon — [1087, 60, 1137, 93]
masthead-rule — [41, 111, 1513, 114]
lions-col-4: ವರದಿ ಮಂಡಿಸಿ ಪರಿಸರ ಸಂರಕ್ಷಣೆಗೆ ಅಂಗವಾಗಿ ಗಿಡ ನೆಡುವ, ವೈದ್ಯಕೀಯ ಶಿಬಿರ, ಬಡ ವಿದ್ಯಾರ್ಥಿಗಳಿಗೆ ನೆರವು ನೀಡುವ ಕಾರ್ಯಕ್ರಮಗಳನ್ನು ಹಮ್ಮಿಕೊಳ್ಳಲಾಗಿತ್ತು. ಈ ನೂತನ ಸಾಲಿನಲ್ಲಿಯೂ ಸಹ ಸೇವಾ ಕಾರ್ಯಗಳನ್ನು ಮುಂದುವರೆಸಲಾಗುವುದು. ನೂತನ ಅಧ್ಯಕ್ಷರಾಗಿ ಸಿ.ಎನ್.ಸುಧಾ, ಕಾರ್ಯದರ್ಶಿಯಾಗಿ ಲಲಿತ, ಖಜಾಂಚಿಯಾಗಿ ಎಲ್. ಅಂಬಿಕ ಪದಗ್ರಹಣ ಮಾಡಿದರು. — [1040, 2169, 1272, 2290]
scholarship-website[interactable]: https://scholarships.gov.in — [1142, 1302, 1278, 1316]
muneshwara-photo — [666, 1339, 1124, 1513]
logo-text-right: ಸಂಜೆ — [1142, 54, 1208, 100]
akademi-col-2: ಸಲ್ಲಿಸುವುದು ಹಸ್ತಪ್ರತಿಯನ್ನು ಕಳುಹಿಸುವಂತಿಲ್ಲ. ಅಕಾಡೆಮಿಯ ಪುಸ್ತಕ ಬಹುಮಾನ ಯೋಜನೆಯ ನಿಯಮಾವಳಿ ಪ್ರಕಾರ ಕೃತಿಗಳ ಆಯ್ಕೆ ನಡೆಯಲಿದೆ. ಸಾಹಿತ್ಯ ಕೃತಿಗಳನ್ನು ನಿಗದಿತ ಅವಧಿಯೊಳಗೆ ಸಲ್ಲಿಸಬೇಕು. — [297, 1693, 526, 1761]
muneshwara-bottom-1: ಉಪಾಧ್ಯಕ್ಷರಾದ ಜಬ್ಬಾರ್ ನಾಗರಾಜ್ ವಕೀಲರು, ಪದಾಧಿಕಾರಿಗಳು ಸೇರಿದಂತೆ ಅನೇಕ ಅತಿಥಿಗಳು ಭಾಗವಹಿಸಿ ಬೀಳ್ಕೊಡುಗೆ ಸಮಾರಂಭಕ್ಕೆ ಶುಭ ಕೋರಿದರು. — [666, 1518, 997, 1550]
masthead-date: 17 ಜೂನ್ 2025 — [1316, 78, 1455, 101]
